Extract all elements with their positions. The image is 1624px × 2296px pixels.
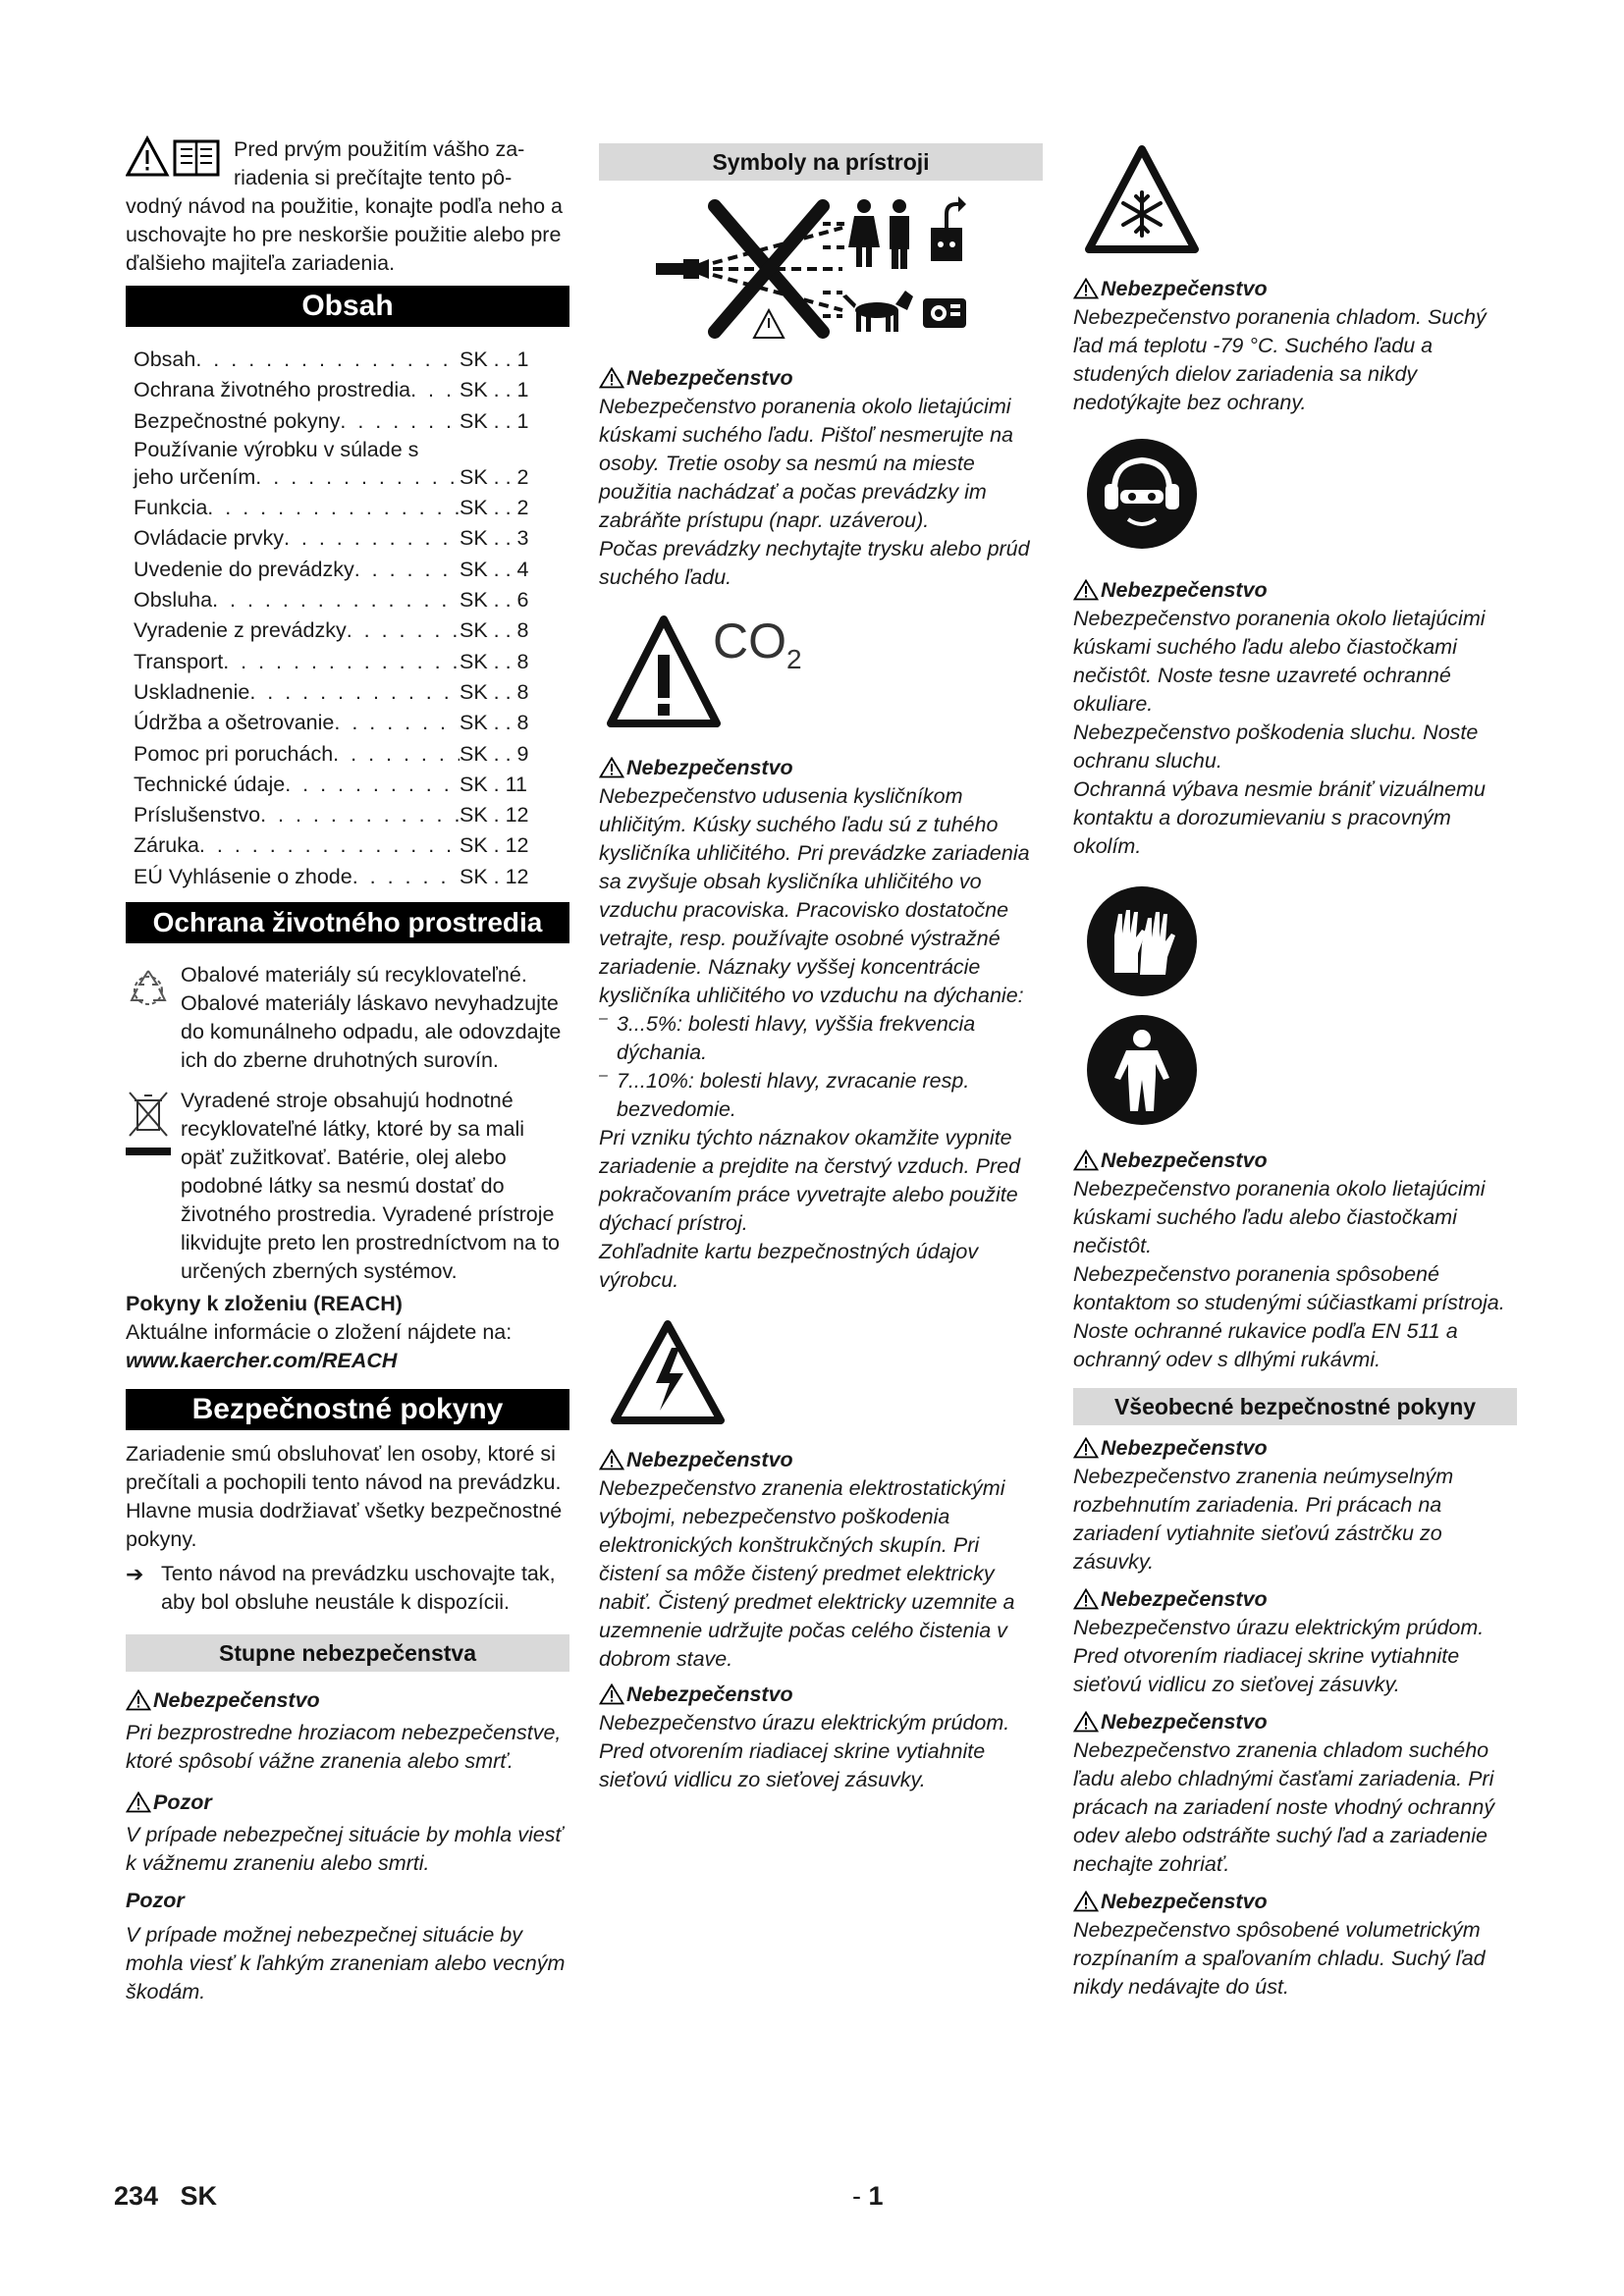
toc-item[interactable]: Príslušenstvo . . . SK . 12 xyxy=(134,800,569,830)
general-safety-heading: Všeobecné bezpečnostné pokyny xyxy=(1073,1388,1517,1425)
crossed-bin-icon xyxy=(126,1091,171,1163)
toc-heading: Obsah xyxy=(126,286,569,327)
toc-item[interactable]: Bezpečnostné pokyny . . . SK . . 1 xyxy=(134,406,569,437)
shock-danger-heading: Nebezpečenstvo xyxy=(599,1680,1043,1709)
environment-heading: Ochrana životného prostredia xyxy=(126,902,569,943)
recycle-icon xyxy=(126,965,171,1010)
page-number-language: 234 SK xyxy=(114,2181,218,2211)
column-right xyxy=(1073,135,1517,2002)
danger-levels-heading: Stupne nebezpečenstva xyxy=(126,1634,569,1672)
warning-triangle-icon xyxy=(1073,1149,1099,1171)
toc-item[interactable]: Používanie výrobku v súlade s jeho určením . . . SK . . 2 xyxy=(134,437,569,493)
cold-pictogram xyxy=(1083,141,1517,264)
flying-text: Nebezpečenstvo poranenia okolo lietajúcimi kúskami suchého ľadu. Pištoľ nesmerujte na osoby. Tretie osoby sa nesmú na mieste použitia nachádzať a počas prevádzky im zabráňte prístupu (napr. uzáverou). xyxy=(599,395,1014,532)
intro-line1: Pred prvým použitím vášho za- xyxy=(234,137,525,161)
co2-text-2: Pri vzniku týchto náznakov okamžite vypnite zariadenie a prejdite na čerstvý vzduch. Pred pokračovaním práce vyvetrajte alebo použite dýchací prístroj. xyxy=(599,1126,1021,1235)
table-of-contents xyxy=(126,345,569,892)
goggles-danger-heading: Nebezpečenstvo xyxy=(1073,575,1517,605)
disposal-text: Vyradené stroje obsahujú hodnotné recyklovateľné látky, ktoré by sa mali opäť zužitkovať. Batérie, olej alebo podobné látky sa nesmú dostať do životného prostredia. Vyradené prístroje likvidujte preto len prostredníctvom na to určených zberných systémov. xyxy=(181,1089,561,1284)
co2-warning-icon xyxy=(605,614,723,731)
danger-heading: Nebezpečenstvo xyxy=(126,1685,569,1715)
general-danger-heading-1: Nebezpečenstvo xyxy=(1073,1433,1517,1463)
ppe-text: Ochranná výbava nesmie brániť vizuálnemu kontaktu a dorozumievaniu s pracovným okolím. xyxy=(1073,777,1486,858)
warning-triangle-icon xyxy=(599,367,624,389)
warning-triangle-icon xyxy=(1073,278,1099,299)
toc-item[interactable]: Technické údaje . . . SK . 11 xyxy=(134,770,569,800)
safety-bullet xyxy=(126,1560,569,1617)
general-danger-heading-4: Nebezpečenstvo xyxy=(1073,1887,1517,1916)
device-pictogram xyxy=(599,194,1043,351)
reach-link[interactable]: www.kaercher.com/REACH xyxy=(126,1349,398,1373)
goggles-ear-protection-icon xyxy=(1085,437,1199,551)
toc-item[interactable]: Ochrana životného prostredia . . . SK . . 1 xyxy=(134,375,569,405)
warning-triangle-icon xyxy=(1073,1891,1099,1912)
cold-warning-icon xyxy=(1083,141,1201,259)
warning-triangle-icon xyxy=(126,1689,151,1711)
warning-triangle-icon xyxy=(1073,1711,1099,1733)
toc-item[interactable]: Obsah . . . SK . . 1 xyxy=(134,345,569,375)
no-spraying-people-animals-icon xyxy=(646,194,996,351)
toc-item[interactable]: EÚ Vyhlásenie o zhode . . . SK . 12 xyxy=(134,862,569,892)
gloves-icon xyxy=(1085,884,1199,998)
cold-text: Nebezpečenstvo poranenia chladom. Suchý ľad má teplotu -79 °C. Suchého ľadu a studených dielov zariadenia sa nikdy nedotýkajte bez ochrany. xyxy=(1073,305,1487,414)
safety-heading: Bezpečnostné pokyny xyxy=(126,1389,569,1430)
general-text-3: Nebezpečenstvo zranenia chladom suchého ľadu alebo chladnými časťami zariadenia. Pri prácach na zariadení noste vhodný ochranný odev alebo odstráňte suchý ľad a zariadenie nechajte zohriať. xyxy=(1073,1738,1495,1876)
electrostatic-danger-heading: Nebezpečenstvo xyxy=(599,1445,1043,1474)
caution-heading: Pozor xyxy=(126,1889,185,1913)
warning-book-icon xyxy=(126,135,224,179)
toc-item[interactable]: Uskladnenie . . . SK . . 8 xyxy=(134,677,569,708)
symbols-heading: Symboly na prístroji xyxy=(599,143,1043,181)
warning-heading: Pozor xyxy=(126,1788,569,1817)
toc-item[interactable]: Pomoc pri poruchách . . . SK . . 9 xyxy=(134,739,569,770)
gloves-text-2: Nebezpečenstvo poranenia spôsobené kontaktom so studenými súčiastkami prístroja. xyxy=(1073,1262,1505,1314)
toc-item[interactable]: Vyradenie z prevádzky . . . SK . . 8 xyxy=(134,615,569,646)
gloves-text: Nebezpečenstvo poranenia okolo lietajúcimi kúskami suchého ľadu alebo čiastočkami nečistôt. xyxy=(1073,1177,1486,1257)
general-text-2: Nebezpečenstvo úrazu elektrickým prúdom. Pred otvorením riadiacej skrine vytiahnite sieťovú vidlicu zo sieťovej zásuvky. xyxy=(1073,1616,1485,1696)
protective-clothing-icon xyxy=(1085,1013,1199,1127)
reach-text: Aktuálne informácie o zložení nájdete na: xyxy=(126,1320,513,1345)
safety-text: Zariadenie smú obsluhovať len osoby, ktoré si prečítali a pochopili tento návod na prevádzku. Hlavne musia dodržiavať všetky bezpečnostné pokyny. xyxy=(126,1442,563,1552)
safety-bullet-text: Tento návod na prevádzku uschovajte tak, aby bol obsluhe neustále k dispozícii. xyxy=(161,1562,556,1615)
co2-dash-2: – 7...10%: bolesti hlavy, zvracanie resp. bezvedomie. xyxy=(599,1067,970,1121)
warning-text: V prípade nebezpečnej situácie by mohla viesť k vážnemu zraneniu alebo smrti. xyxy=(126,1823,564,1876)
hearing-text: Nebezpečenstvo poškodenia sluchu. Noste ochranu sluchu. xyxy=(1073,721,1479,773)
danger-text: Pri bezprostredne hroziacom nebezpečenstve, ktoré spôsobí vážne zranenia alebo smrť. xyxy=(126,1721,562,1774)
cold-danger-heading: Nebezpečenstvo xyxy=(1073,274,1517,303)
intro-line2: riadenia si prečítajte tento pô- xyxy=(234,166,513,189)
recycle-text: Obalové materiály sú recyklovateľné. Obalové materiály láskavo nevyhadzujte do komunálneho odpadu, ale odovzdajte ich do zberne druhotných surovín. xyxy=(181,963,562,1073)
co2-text: Nebezpečenstvo udusenia kysličníkom uhličitým. Kúsky suchého ľadu sú z tuhého kysličníka uhličitého. Pri prevádzke zariadenia sa zvyšuje obsah kysličníka uhličitého vo vzduchu pracoviska. Pracovisko dostatočne vetrajte, resp. používajte osobné výstražné zariadenie. Náznaky vyššej koncentrácie kysličníka uhličitého vo vzduchu na dýchanie: xyxy=(599,784,1030,1007)
toc-item[interactable]: Funkcia . . . SK . . 2 xyxy=(134,493,569,523)
general-danger-heading-2: Nebezpečenstvo xyxy=(1073,1584,1517,1614)
suit-pictogram xyxy=(1085,1013,1517,1132)
reach-title: Pokyny k zloženiu (REACH) xyxy=(126,1292,403,1316)
toc-item[interactable]: Záruka . . . SK . 12 xyxy=(134,830,569,861)
warning-triangle-icon xyxy=(1073,579,1099,601)
general-danger-heading-3: Nebezpečenstvo xyxy=(1073,1707,1517,1736)
column-middle xyxy=(599,135,1043,1794)
arrow-icon: ➔ xyxy=(126,1562,144,1587)
caution-text: V prípade možnej nebezpečnej situácie by mohla viesť k ľahkým zraneniam alebo vecným škodám. xyxy=(126,1923,566,2004)
warning-triangle-icon xyxy=(1073,1588,1099,1610)
goggles-text: Nebezpečenstvo poranenia okolo lietajúcimi kúskami suchého ľadu alebo čiastočkami nečistôt. Noste tesne uzavreté ochranné okuliare. xyxy=(1073,607,1486,716)
general-text-1: Nebezpečenstvo zranenia neúmyselným rozbehnutím zariadenia. Pri prácach na zariadení vytiahnite sieťovú zástrčku zo zásuvky. xyxy=(1073,1465,1454,1574)
gloves-pictogram xyxy=(1085,884,1517,1003)
toc-item[interactable]: Obsluha . . . SK . . 6 xyxy=(134,585,569,615)
warning-triangle-icon xyxy=(599,757,624,778)
recycle-block xyxy=(126,961,569,1075)
toc-item[interactable]: Transport . . . SK . . 8 xyxy=(134,647,569,677)
gloves-danger-heading: Nebezpečenstvo xyxy=(1073,1146,1517,1175)
intro-block xyxy=(126,135,569,278)
column-left xyxy=(126,135,569,2006)
intro-text: vodný návod na použitie, konajte podľa neho a uschovajte ho pre neskoršie použitie alebo pre ďalšieho majiteľa zariadenia. xyxy=(126,194,563,275)
warning-triangle-icon xyxy=(1073,1437,1099,1459)
toc-item[interactable]: Uvedenie do prevádzky . . . SK . . 4 xyxy=(134,555,569,585)
high-voltage-icon xyxy=(609,1318,727,1426)
co2-text-3: Zohľadnite kartu bezpečnostných údajov výrobcu. xyxy=(599,1240,979,1292)
co2-danger-heading: Nebezpečenstvo xyxy=(599,753,1043,782)
co2-pictogram xyxy=(605,614,821,741)
shock-text: Nebezpečenstvo úrazu elektrickým prúdom. Pred otvorením riadiacej skrine vytiahnite sieťovú vidlicu zo sieťovej zásuvky. xyxy=(599,1711,1010,1791)
flying-danger-heading: Nebezpečenstvo xyxy=(599,363,1043,393)
electrostatic-text: Nebezpečenstvo zranenia elektrostatickými výbojmi, nebezpečenstvo poškodenia elektronických konštrukčných skupín. Pri čistení sa môže čistený predmet elektricky nabiť. Čistený predmet elektricky uzemnite a uzemnenie udržujte počas celého čistenia v dobrom stave. xyxy=(599,1476,1015,1671)
electric-pictogram xyxy=(609,1318,1043,1431)
page-number-center: - 1 xyxy=(852,2181,884,2211)
ppe-pictogram xyxy=(1085,437,1517,556)
warning-triangle-icon xyxy=(126,1791,151,1813)
general-text-4: Nebezpečenstvo spôsobené volumetrickým rozpínaním a spaľovaním chladu. Suchý ľad nikdy nedávajte do úst. xyxy=(1073,1918,1486,1999)
toc-item[interactable]: Ovládacie prvky . . . SK . . 3 xyxy=(134,523,569,554)
toc-item[interactable]: Údržba a ošetrovanie . . . SK . . 8 xyxy=(134,708,569,738)
co2-dash-1: – 3...5%: bolesti hlavy, vyššia frekvencia dýchania. xyxy=(599,1010,976,1064)
flying-text-2: Počas prevádzky nechytajte trysku alebo prúd suchého ľadu. xyxy=(599,537,1030,589)
disposal-block xyxy=(126,1087,569,1286)
co2-label: $CO_2$ xyxy=(713,614,802,674)
warning-triangle-icon xyxy=(599,1683,624,1705)
warning-triangle-icon xyxy=(599,1449,624,1470)
gloves-text-3: Noste ochranné rukavice podľa EN 511 a ochranný odev s dlhými rukávmi. xyxy=(1073,1319,1458,1371)
